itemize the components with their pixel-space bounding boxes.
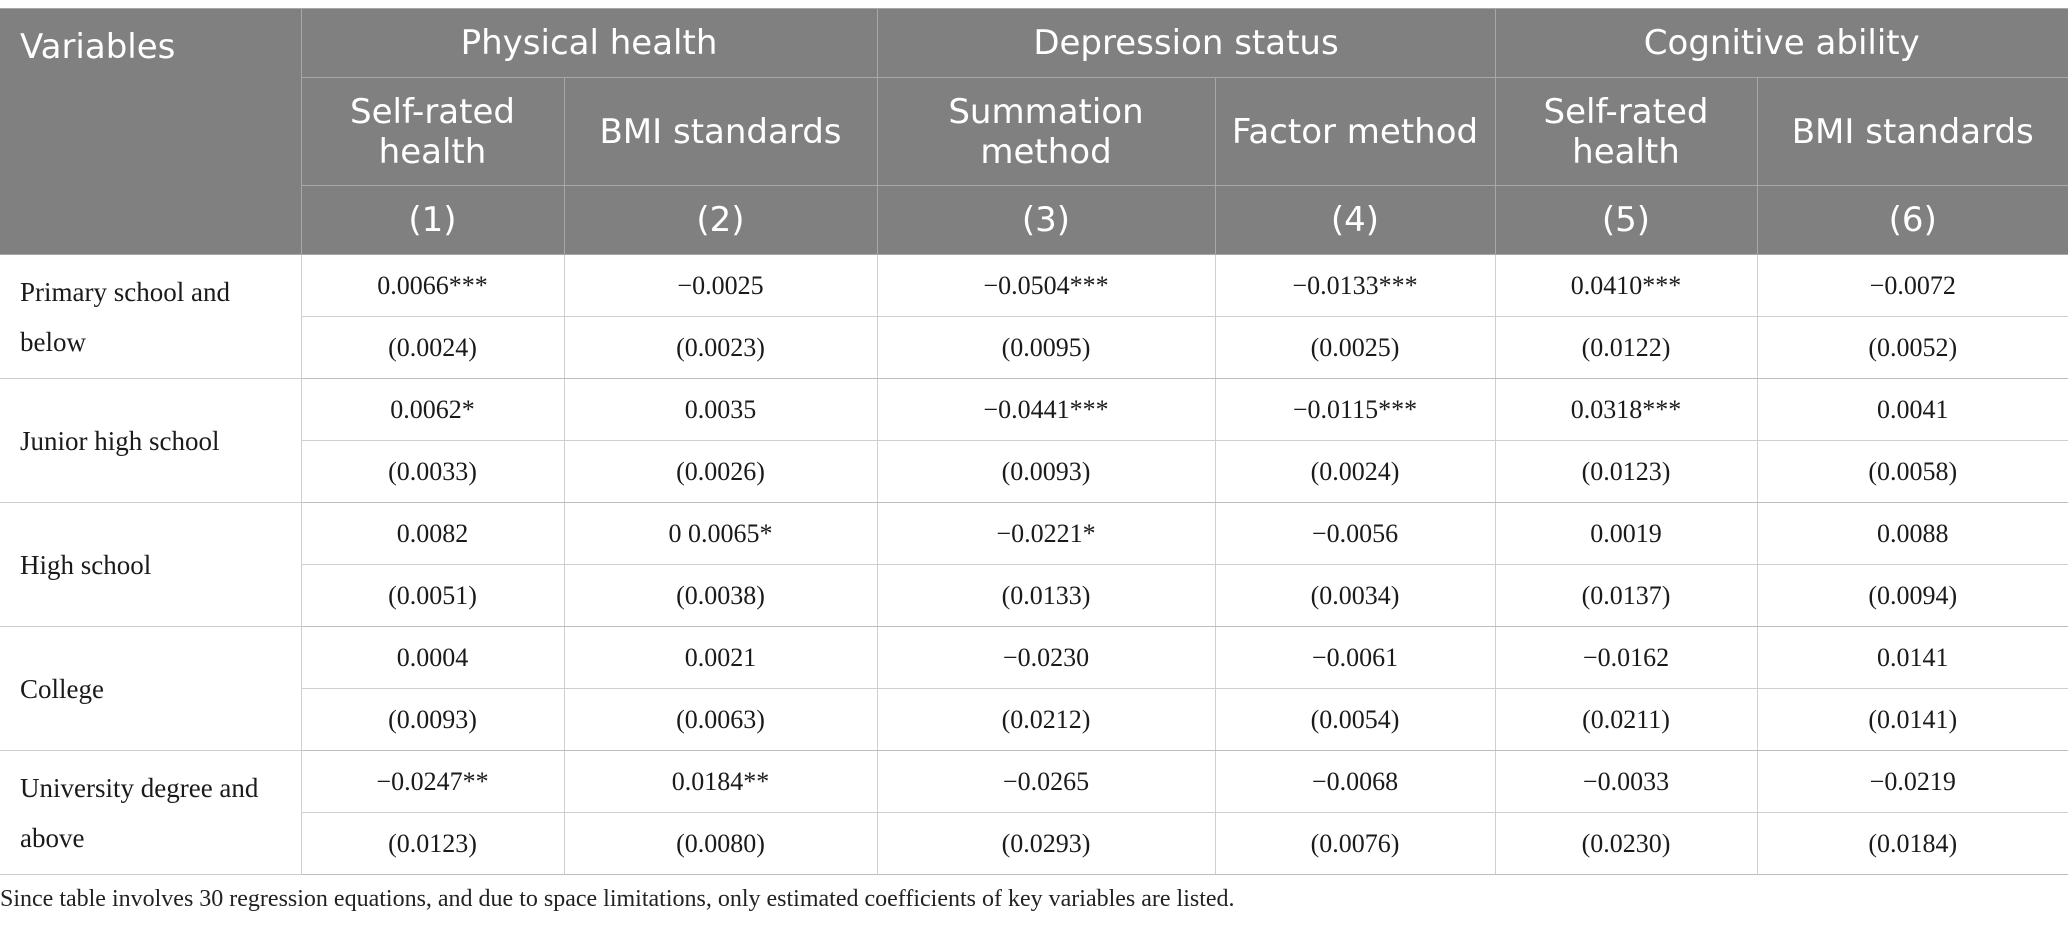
se-cell: (0.0093) xyxy=(301,689,564,751)
se-cell: (0.0094) xyxy=(1757,565,2068,627)
se-cell: (0.0033) xyxy=(301,441,564,503)
group-cognitive-ability: Cognitive ability xyxy=(1495,9,2068,78)
coef-cell: −0.0061 xyxy=(1215,627,1495,689)
coef-cell: −0.0072 xyxy=(1757,255,2068,317)
se-cell: (0.0025) xyxy=(1215,317,1495,379)
column-number-1: (1) xyxy=(301,186,564,255)
se-cell: (0.0034) xyxy=(1215,565,1495,627)
coef-cell: −0.0221* xyxy=(877,503,1215,565)
se-cell: (0.0093) xyxy=(877,441,1215,503)
se-cell: (0.0095) xyxy=(877,317,1215,379)
variables-header: Variables xyxy=(0,9,301,255)
coef-cell: −0.0247** xyxy=(301,751,564,813)
coef-cell: 0.0082 xyxy=(301,503,564,565)
coef-cell: 0.0019 xyxy=(1495,503,1757,565)
coef-cell: 0.0035 xyxy=(564,379,877,441)
column-number-5: (5) xyxy=(1495,186,1757,255)
se-cell: (0.0024) xyxy=(301,317,564,379)
coef-cell: 0.0062* xyxy=(301,379,564,441)
regression-table xyxy=(0,8,2068,875)
table-body xyxy=(0,255,2068,875)
table-row xyxy=(0,255,2068,317)
coef-cell: 0.0004 xyxy=(301,627,564,689)
se-cell: (0.0023) xyxy=(564,317,877,379)
se-cell: (0.0122) xyxy=(1495,317,1757,379)
se-cell: (0.0024) xyxy=(1215,441,1495,503)
se-cell: (0.0076) xyxy=(1215,813,1495,875)
se-cell: (0.0230) xyxy=(1495,813,1757,875)
coef-cell: 0.0410*** xyxy=(1495,255,1757,317)
coef-cell: −0.0025 xyxy=(564,255,877,317)
row-label-primary-school: Primary school and below xyxy=(0,255,301,379)
se-cell: (0.0054) xyxy=(1215,689,1495,751)
coef-cell: −0.0162 xyxy=(1495,627,1757,689)
table-row xyxy=(0,317,2068,379)
row-label-university-degree: University degree and above xyxy=(0,751,301,875)
coef-cell: −0.0056 xyxy=(1215,503,1495,565)
column-number-6: (6) xyxy=(1757,186,2068,255)
se-cell: (0.0184) xyxy=(1757,813,2068,875)
se-cell: (0.0293) xyxy=(877,813,1215,875)
row-label-high-school: High school xyxy=(0,503,301,627)
subheader-col-4: Factor method xyxy=(1215,78,1495,186)
se-cell: (0.0026) xyxy=(564,441,877,503)
se-cell: (0.0123) xyxy=(301,813,564,875)
coef-cell: −0.0219 xyxy=(1757,751,2068,813)
se-cell: (0.0211) xyxy=(1495,689,1757,751)
group-physical-health: Physical health xyxy=(301,9,877,78)
coef-cell: 0.0318*** xyxy=(1495,379,1757,441)
coef-cell: −0.0230 xyxy=(877,627,1215,689)
coef-cell: −0.0504*** xyxy=(877,255,1215,317)
coef-cell: 0.0141 xyxy=(1757,627,2068,689)
column-number-4: (4) xyxy=(1215,186,1495,255)
se-cell: (0.0038) xyxy=(564,565,877,627)
coef-cell: −0.0265 xyxy=(877,751,1215,813)
table-header xyxy=(0,9,2068,255)
se-cell: (0.0212) xyxy=(877,689,1215,751)
coef-cell: 0.0041 xyxy=(1757,379,2068,441)
coef-cell: 0.0021 xyxy=(564,627,877,689)
subheader-col-1: Self-rated health xyxy=(301,78,564,186)
table-row xyxy=(0,379,2068,441)
subheader-col-3: Summation method xyxy=(877,78,1215,186)
row-label-college: College xyxy=(0,627,301,751)
coef-cell: 0.0088 xyxy=(1757,503,2068,565)
coef-cell: −0.0033 xyxy=(1495,751,1757,813)
se-cell: (0.0063) xyxy=(564,689,877,751)
se-cell: (0.0051) xyxy=(301,565,564,627)
se-cell: (0.0052) xyxy=(1757,317,2068,379)
coef-cell: 0.0184** xyxy=(564,751,877,813)
coef-cell: 0 0.0065* xyxy=(564,503,877,565)
coef-cell: 0.0066*** xyxy=(301,255,564,317)
subheader-col-5: Self-rated health xyxy=(1495,78,1757,186)
table-row xyxy=(0,813,2068,875)
se-cell: (0.0137) xyxy=(1495,565,1757,627)
table-row xyxy=(0,503,2068,565)
subheader-col-2: BMI standards xyxy=(564,78,877,186)
se-cell: (0.0080) xyxy=(564,813,877,875)
column-number-3: (3) xyxy=(877,186,1215,255)
se-cell: (0.0123) xyxy=(1495,441,1757,503)
subheader-col-6: BMI standards xyxy=(1757,78,2068,186)
group-depression-status: Depression status xyxy=(877,9,1495,78)
table-row xyxy=(0,565,2068,627)
table-row xyxy=(0,627,2068,689)
table-footnote: Since table involves 30 regression equations, and due to space limitations, only estimated coefficients of key variables are listed. xyxy=(0,886,1235,912)
se-cell: (0.0141) xyxy=(1757,689,2068,751)
se-cell: (0.0058) xyxy=(1757,441,2068,503)
coef-cell: −0.0441*** xyxy=(877,379,1215,441)
se-cell: (0.0133) xyxy=(877,565,1215,627)
coef-cell: −0.0068 xyxy=(1215,751,1495,813)
coef-cell: −0.0115*** xyxy=(1215,379,1495,441)
column-number-2: (2) xyxy=(564,186,877,255)
row-label-junior-high-school: Junior high school xyxy=(0,379,301,503)
table-row xyxy=(0,441,2068,503)
table-row xyxy=(0,751,2068,813)
table-row xyxy=(0,689,2068,751)
coef-cell: −0.0133*** xyxy=(1215,255,1495,317)
